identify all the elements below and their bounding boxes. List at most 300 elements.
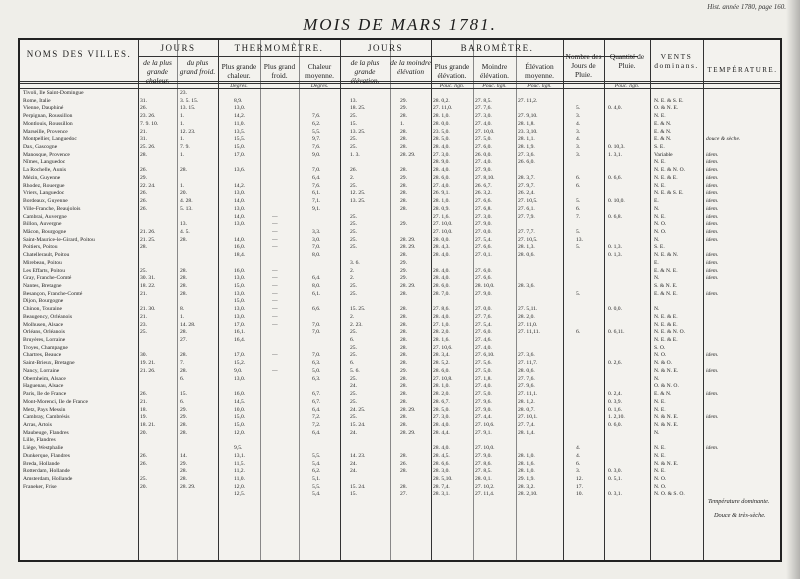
cell-je: 24. 25. [350,406,366,413]
cell-pq: 0. 10,3. [608,144,625,151]
cell-t: idem. [706,167,719,174]
cell-bp: 28. 4,5. [433,452,450,459]
cell-pq: 1. 3,1. [608,151,622,158]
cell-town: La Rochelle, Aunis [23,167,67,174]
cell-jm: 28. [400,352,407,359]
cell-town: Bordeaux, Guyenne [23,198,68,205]
cell-tc: 16,0. [234,267,246,274]
cell-tf: — [272,267,278,274]
cell-bm: 27. 5,0. [475,391,492,398]
cell-town: Franeker, Frise [23,483,57,490]
header-temperature: TEMPÉRATURE. [707,66,778,74]
cell-be: 27. 3,6. [518,352,535,359]
table-row [20,298,780,306]
cell-bm: 27. 4,4. [475,414,492,421]
cell-be: 27. 9,6. [518,383,535,390]
cell-tc: 13,1. [234,452,246,459]
cell-je: 25. [350,290,357,297]
cell-be: 27. 11,11. [518,329,540,336]
cell-t: idem. [706,259,719,266]
cell-v: N. E. [654,406,666,413]
cell-bp: 27. 11,0. [433,105,453,112]
cell-bp: 28. 6,7. [433,398,450,405]
cell-jm: 28. [400,383,407,390]
header-vents: VENTS dominans. [654,52,699,70]
cell-tc: 11,2. [234,468,245,475]
cell-v: E. & N. [654,120,672,127]
table-row [20,113,780,121]
cell-be: 28. 0,7. [518,406,535,413]
cell-tc: 17,0. [234,321,246,328]
cell-v: E. & N. [654,136,672,143]
cell-be: 27. 11,2. [518,97,538,104]
cell-pj: 6. [576,329,581,336]
cell-jf: 28. [180,290,187,297]
cell-tm: 3,0. [312,236,321,243]
cell-tf: — [272,221,278,228]
cell-je: 13. 25. [350,198,366,205]
cell-be: 28. 3,2. [518,483,535,490]
cell-jm: 28. 29. [400,151,416,158]
cell-tc: 8,9. [234,97,243,104]
cell-jm: 28. [400,113,407,120]
cell-je: 12. 25. [350,190,366,197]
cell-jf: 12. 23. [180,128,196,135]
cell-pq: 0. 3,0. [608,468,622,475]
cell-tf: — [272,290,278,297]
table-row [20,414,780,422]
cell-tc: 11,5. [234,460,245,467]
table-row [20,98,780,106]
cell-town: Molhusen, Alsace [23,321,64,328]
cell-town: Paris, Ile de France [23,391,67,398]
cell-be: 23. 3,10. [518,128,538,135]
cell-be: 27. 7,4. [518,421,535,428]
table-row [20,229,780,237]
cell-bm: 26. 6,7. [475,182,492,189]
cell-bm: 27. 6,10. [475,352,495,359]
cell-bp: 28. 3,1. [433,491,450,498]
cell-be: 28. 0,6. [518,252,535,259]
cell-je: 15. 24. [350,483,366,490]
cell-town: Ville-Franche, Beaujolois [23,205,81,212]
cell-be: 27. 10,1. [518,414,538,421]
header-thermometre: THERMOMÈTRE. [234,43,324,53]
cell-jm: 29. [400,105,407,112]
cell-bm: 27. 10,0. [475,445,495,452]
cell-bm: 27. 4,6. [475,337,492,344]
cell-jm: 28. [400,375,407,382]
cell-town: Dijon, Bourgogne [23,298,64,305]
cell-jm: 28. 29. [400,244,416,251]
cell-je: 25. [350,352,357,359]
cell-bm: 26. 3,2. [475,190,492,197]
cell-v: O. & N. E. [654,105,679,112]
cell-t: idem. [706,205,719,212]
cell-tm: 6,4. [312,275,321,282]
cell-v: N. O. [654,483,667,490]
cell-je: 2. 23. [350,321,363,328]
cell-v: N. E. & E. [654,313,678,320]
cell-tc: 13,0. [234,306,246,313]
cell-je: 15. [350,491,357,498]
cell-jm: 29. [400,97,407,104]
cell-t: idem. [706,213,719,220]
cell-bp: 28. 6,0. [433,174,450,181]
cell-town: Gray, Franche-Comté [23,275,72,282]
cell-bp: 28. 6,0. [433,367,450,374]
cell-t: idem. [706,290,719,297]
cell-pj: 3. [576,151,581,158]
cell-jf: 13. 15. [180,105,196,112]
cell-jf: 14. [180,452,187,459]
cell-jf: 28. [180,236,187,243]
cell-jm: 28. [400,182,407,189]
cell-tm: 5,5. [312,483,321,490]
cell-jm: 28. [400,398,407,405]
cell-bm: 27. 9,0. [475,290,492,297]
cell-jf: 28. [180,367,187,374]
cell-v: N. [654,275,660,282]
cell-tc: 12,5. [234,491,246,498]
table-row [20,105,780,113]
cell-bp: 28. 9,0. [433,159,450,166]
cell-bp: 28. 4,0. [433,275,450,282]
unit-degres: Degrés. [230,83,248,89]
cell-bm: 27. 5,4. [475,321,492,328]
cell-be: 26. 6,0. [518,159,535,166]
cell-bm: 27. 6,0. [475,144,492,151]
cell-bp: 28. 4,0. [433,267,450,274]
cell-tc: 17,0. [234,352,246,359]
cell-v: N. E. [654,445,666,452]
cell-tc: 13,0. [234,375,246,382]
cell-pj: 3. [576,144,581,151]
cell-bm: 27. 7,6. [475,105,492,112]
cell-jc: 21. 30. [140,306,156,313]
cell-jc: 21. [140,128,147,135]
cell-jc: 18. 22. [140,283,156,289]
cell-t: idem. [706,228,719,235]
cell-jf: 28. [180,476,187,482]
cell-be: 28. 2,0. [518,313,535,320]
cell-town: Nantes, Bretagne [23,283,62,289]
cell-tm: 6,2. [312,120,321,127]
cell-jf: 29. [180,460,187,467]
cell-v: N. E. [654,452,666,459]
cell-jc: 25. [140,267,147,274]
cell-tm: 6,4. [312,174,321,181]
cell-tm: 7,0. [312,244,321,251]
cell-bm: 27. 0,1. [475,252,492,259]
cell-bp: 28. 0,9. [433,205,450,212]
header-jours-moindre: de la moindre élévation [390,58,431,76]
cell-jm: 28. [400,421,407,428]
cell-bm: 27. 6,6. [475,244,492,251]
cell-je: 25. [350,136,357,143]
table-row [20,237,780,245]
cell-je: 18. 25. [350,105,366,112]
cell-be: 27. 10,5. [518,198,538,205]
cell-jm: 28. [400,344,407,351]
cell-town: Vienne, Dauphiné [23,105,64,112]
cell-jm: 28. [400,128,407,135]
cell-je: 6. [350,337,355,344]
table-row [20,345,780,353]
header-pluie-jours: Nombre des Jours de Pluie. [565,52,602,79]
cell-bp: 27. 3,0. [433,151,450,158]
cell-t: idem. [706,159,719,166]
cell-tm: 6,7. [312,398,321,405]
cell-bm: 26. 0,0. [475,151,492,158]
cell-jc: 23. [140,321,147,328]
cell-bm: 27. 8,5. [475,97,492,104]
cell-tc: 13,0. [234,221,246,228]
cell-tc: 13,0. [234,205,246,212]
cell-pj: 3. [576,468,581,475]
cell-jm: 28. [400,167,407,174]
cell-jm: 28. 29. [400,406,416,413]
table-row [20,260,780,268]
cell-be: 27. 11,7. [518,360,538,367]
cell-v: N. E. [654,468,666,475]
cell-jc: 21. [140,398,147,405]
cell-tf: — [272,236,278,243]
cell-tc: 9,0. [234,367,243,374]
table-row [20,167,780,175]
cell-tm: 9,7. [312,136,321,143]
cell-be: 27. 11,0. [518,321,538,328]
cell-jc: 28. [140,244,147,251]
cell-tm: 7,6. [312,144,321,151]
cell-v: N. O. [654,476,667,482]
cell-v: N. E. [654,113,666,120]
cell-v: N. O. [654,352,667,359]
cell-jc: 26. [140,391,147,398]
cell-tc: 11,0. [234,120,245,127]
cell-bm: 27. 6,0. [475,267,492,274]
cell-jm: 28. [400,391,407,398]
cell-town: Poitiers, Poitou [23,244,58,251]
cell-jm: 28. 29. [400,283,416,289]
cell-be: 26. 2,4. [518,190,535,197]
cell-jc: 28. [140,151,147,158]
cell-be: 28. 1,0. [518,468,535,475]
cell-jc: 20. [140,483,147,490]
cell-town: Mézin, Guyenne [23,174,61,181]
cell-v: S. O. [654,344,666,351]
cell-je: 25. [350,113,357,120]
cell-jc: 25. [140,476,147,482]
cell-tc: 13,0. [234,105,246,112]
cell-town: Breda, Hollande [23,460,60,467]
cell-pq: 0. 0,0. [608,306,622,313]
cell-be: 27. 7,9. [518,213,535,220]
cell-tm: 7,6. [312,182,321,189]
cell-t: idem. [706,174,719,181]
cell-tc: 15,2. [234,360,246,367]
cell-be: 27. 7,6. [518,375,535,382]
cell-v: N. [654,205,660,212]
cell-jm: 28. [400,144,407,151]
table-row [20,221,780,229]
cell-jm: 29. [400,259,407,266]
cell-pq: 0. 1,3. [608,244,622,251]
cell-jc: 30. [140,352,147,359]
cell-v: N. E. [654,159,666,166]
cell-v: N. E. & N. [654,252,679,259]
cell-town: Tivoli, Ile Saint-Domingue [23,90,84,96]
cell-town: Mâcon, Bourgogne [23,228,67,235]
cell-jc: 18. [140,406,147,413]
cell-tc: 14,0. [234,236,246,243]
cell-je: 3. 6. [350,259,360,266]
table-row [20,291,780,299]
cell-tm: 6,3. [312,360,321,367]
table-row [20,453,780,461]
cell-bp: 28. 0,0. [433,120,450,127]
cell-be: 28. 1,4. [518,429,535,436]
cell-jc: 25. 26. [140,144,156,151]
cell-v: N. E. & E. [654,321,678,328]
cell-bm: 27. 4,0. [475,120,492,127]
cell-t: idem. [706,414,719,421]
cell-t: idem. [706,236,719,243]
cell-bp: 28. 1,6. [433,337,450,344]
cell-bm: 27. 8,5. [475,468,492,475]
cell-bp: 28. 5,0. [433,136,450,143]
cell-je: 15. [350,120,357,127]
cell-tc: 12,0. [234,483,246,490]
cell-jm: 29. [400,367,407,374]
cell-v: N. [654,429,660,436]
cell-jc: 29. [140,174,147,181]
cell-town: Cambrai, Auvergne [23,213,67,220]
cell-bm: 27. 10,0. [475,128,495,135]
cell-jc: 26. [140,460,147,467]
cell-pq: 1. 2,10. [608,414,625,421]
cell-bp: 27. 10,6. [433,344,453,351]
cell-jc: 31. [140,97,147,104]
cell-je: 26. [350,167,357,174]
cell-v: N. [654,306,660,313]
cell-tm: 5,4. [312,491,321,498]
cell-v: E. & N. [654,128,672,135]
cell-tc: 14,0. [234,198,246,205]
cell-pj: 10. [576,491,583,498]
cell-bp: 28. 3,0. [433,468,450,475]
cell-jm: 28. [400,360,407,367]
cell-jf: 27. [180,337,187,344]
cell-je: 24. [350,429,357,436]
table-row [20,252,780,260]
cell-be: 27. 7,7. [518,228,535,235]
table-row [20,376,780,384]
cell-jm: 28. [400,313,407,320]
cell-be: 28. 1,0. [518,452,535,459]
cell-v: N. & N. E. [654,414,679,421]
cell-bp: 28. 4,3. [433,244,450,251]
cell-bp: 28. 4,4. [433,429,450,436]
cell-jf: 6. [180,398,185,405]
cell-tc: 13,0. [234,290,246,297]
cell-bp: 28. 2,0. [433,391,450,398]
table-row [20,337,780,345]
cell-pq: 0. 6,0. [608,421,622,428]
cell-tc: 13,5. [234,128,246,135]
cell-bp: 27. 10,0. [433,228,453,235]
cell-tm: 7,6. [312,113,321,120]
cell-bp: 28. 1,0. [433,113,450,120]
cell-jm: 1. [400,120,405,127]
cell-be: 27. 5,11. [518,306,538,313]
cell-bp: 27. 8,6. [433,306,450,313]
cell-t: idem. [706,252,719,259]
cell-tc: 15,0. [234,144,246,151]
unit-pouces: Pouc. lign. [482,83,507,89]
cell-v: N. E. & N. O. [654,167,686,174]
cell-bp: 28. 5,10. [433,476,453,482]
cell-tm: 5,1. [312,476,321,482]
cell-jm: 28. [400,136,407,143]
cell-tc: 9,5. [234,445,243,452]
cell-town: Amsterdam, Hollande [23,476,73,482]
cell-v: E. & N. E. [654,267,678,274]
cell-bm: 27. 4,0. [475,383,492,390]
cell-je: 2. [350,313,355,320]
cell-jm: 29. [400,221,407,228]
cell-jf: 1. [180,151,185,158]
cell-be: 27. 10,5. [518,236,538,243]
cell-tm: 6,4. [312,406,321,413]
cell-tm: 6,3. [312,375,321,382]
cell-tf: — [272,352,278,359]
cell-pq: 0. 3,9. [608,398,622,405]
cell-je: 25. [350,344,357,351]
cell-be: 27. 9,10. [518,113,538,120]
cell-bm: 27. 10,2. [475,483,495,490]
cell-pq: 0. 6,11. [608,329,625,336]
cell-town: Perpignan, Roussillon [23,113,73,120]
cell-tc: 11,0. [234,476,245,482]
cell-t: idem. [706,391,719,398]
cell-je: 1. 3. [350,151,360,158]
cell-jf: 28. [180,429,187,436]
cell-be: 27. 11,1. [518,391,538,398]
table-row [20,136,780,144]
cell-tf: — [272,367,278,374]
cell-jm: 29. [400,275,407,282]
cell-bm: 27. 9,0. [475,221,492,228]
cell-jm: 28. [400,337,407,344]
cell-town: Liège, Westphalie [23,445,64,452]
cell-bm: 27. 1,8. [475,375,492,382]
cell-tm: 8,0. [312,252,321,259]
cell-town: Nîmes, Languedoc [23,159,66,166]
cell-be: 28. 1,9. [518,144,535,151]
cell-town: Mirebeau, Poitou [23,259,62,266]
cell-je: 14. 23. [350,452,366,459]
cell-town: Besançon, Franche-Comté [23,290,83,297]
cell-tc: 10,0. [234,406,246,413]
cell-town: Rotterdam, Hollande [23,468,70,475]
cell-v: N. E. & E. [654,337,678,344]
table-row [20,445,780,453]
cell-je: 15. 25. [350,306,366,313]
cell-pj: 7. [576,213,581,220]
cell-bm: 27. 11,4. [475,491,495,498]
cell-je: 25. [350,398,357,405]
